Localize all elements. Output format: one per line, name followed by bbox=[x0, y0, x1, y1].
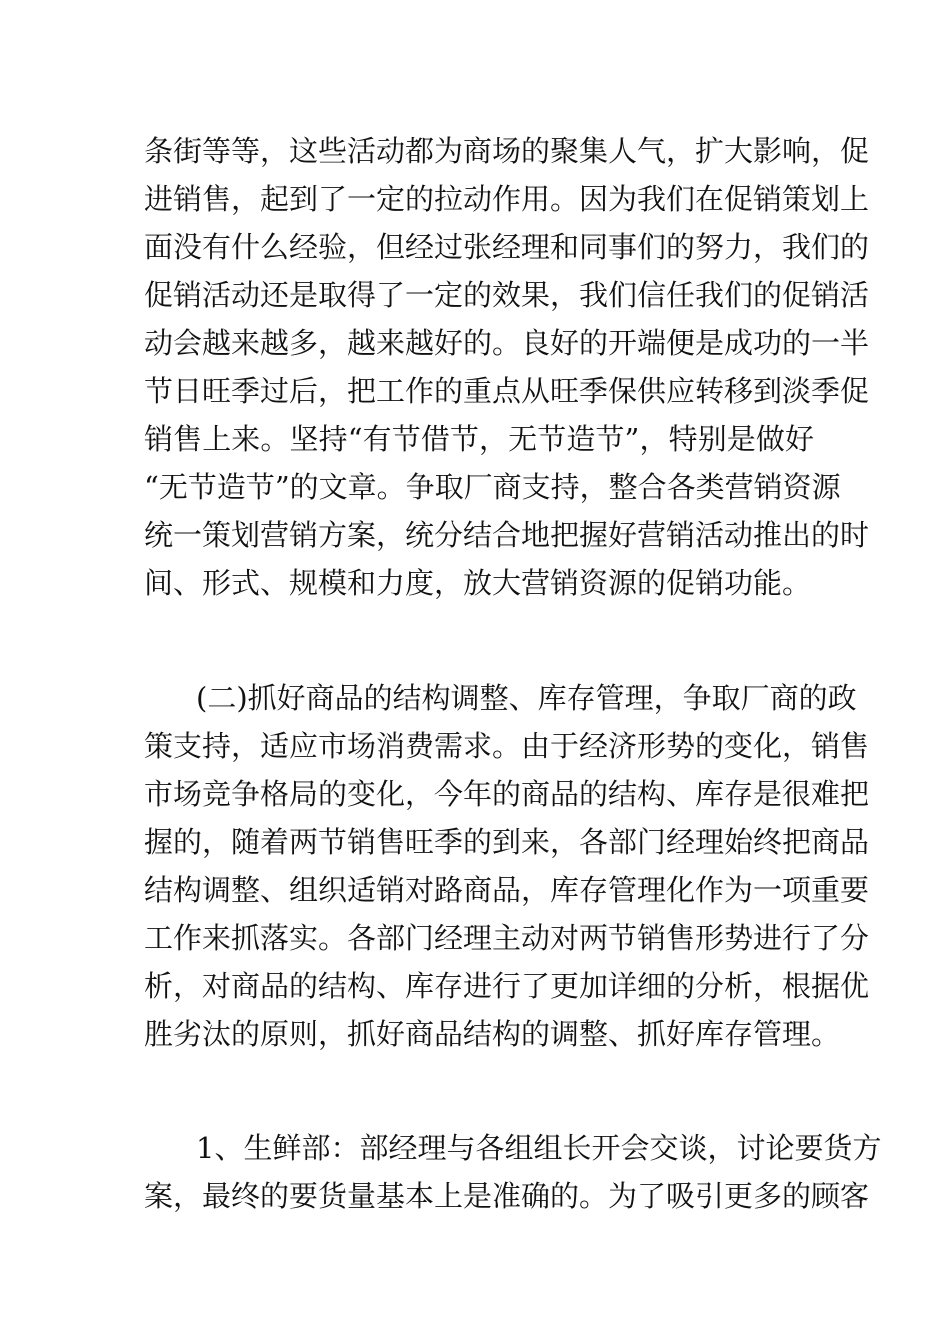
paragraph-2-line-7: 析，对商品的结构、库存进行了更加详细的分析，根据优 bbox=[144, 969, 870, 1003]
paragraph-1-line-1: 条街等等，这些活动都为商场的聚集人气，扩大影响，促 bbox=[144, 134, 870, 168]
paragraph-1-line-5: 动会越来越多，越来越好的。良好的开端便是成功的一半 bbox=[144, 326, 870, 360]
paragraph-2-line-2: 策支持，适应市场消费需求。由于经济形势的变化，销售 bbox=[144, 729, 870, 763]
paragraph-2-line-1: (二)抓好商品的结构调整、库存管理，争取厂商的政 bbox=[196, 681, 857, 715]
paragraph-2-line-3: 市场竞争格局的变化，今年的商品的结构、库存是很难把 bbox=[144, 777, 870, 811]
paragraph-1-line-7: 销售上来。坚持“有节借节，无节造节”，特别是做好 bbox=[144, 422, 814, 456]
paragraph-1-line-6: 节日旺季过后，把工作的重点从旺季保供应转移到淡季促 bbox=[144, 374, 870, 408]
paragraph-1-line-3: 面没有什么经验，但经过张经理和同事们的努力，我们的 bbox=[144, 230, 870, 264]
paragraph-1-line-10: 间、形式、规模和力度，放大营销资源的促销功能。 bbox=[144, 566, 812, 600]
paragraph-1-line-4: 促销活动还是取得了一定的效果，我们信任我们的促销活 bbox=[144, 278, 870, 312]
paragraph-2-line-6: 工作来抓落实。各部门经理主动对两节销售形势进行了分 bbox=[144, 921, 870, 955]
paragraph-2-line-8: 胜劣汰的原则，抓好商品结构的调整、抓好库存管理。 bbox=[144, 1017, 841, 1051]
paragraph-1-line-8: “无节造节”的文章。争取厂商支持，整合各类营销资源 bbox=[144, 470, 841, 504]
paragraph-3-line-1: 1、生鲜部：部经理与各组组长开会交谈，讨论要货方 bbox=[196, 1131, 882, 1165]
paragraph-1-line-2: 进销售，起到了一定的拉动作用。因为我们在促销策划上 bbox=[144, 182, 870, 216]
paragraph-2-line-5: 结构调整、组织适销对路商品，库存管理化作为一项重要 bbox=[144, 873, 870, 907]
paragraph-2-line-4: 握的，随着两节销售旺季的到来，各部门经理始终把商品 bbox=[144, 825, 870, 859]
paragraph-3-line-2: 案，最终的要货量基本上是准确的。为了吸引更多的顾客 bbox=[144, 1179, 870, 1213]
paragraph-1-line-9: 统一策划营销方案，统分结合地把握好营销活动推出的时 bbox=[144, 518, 870, 552]
